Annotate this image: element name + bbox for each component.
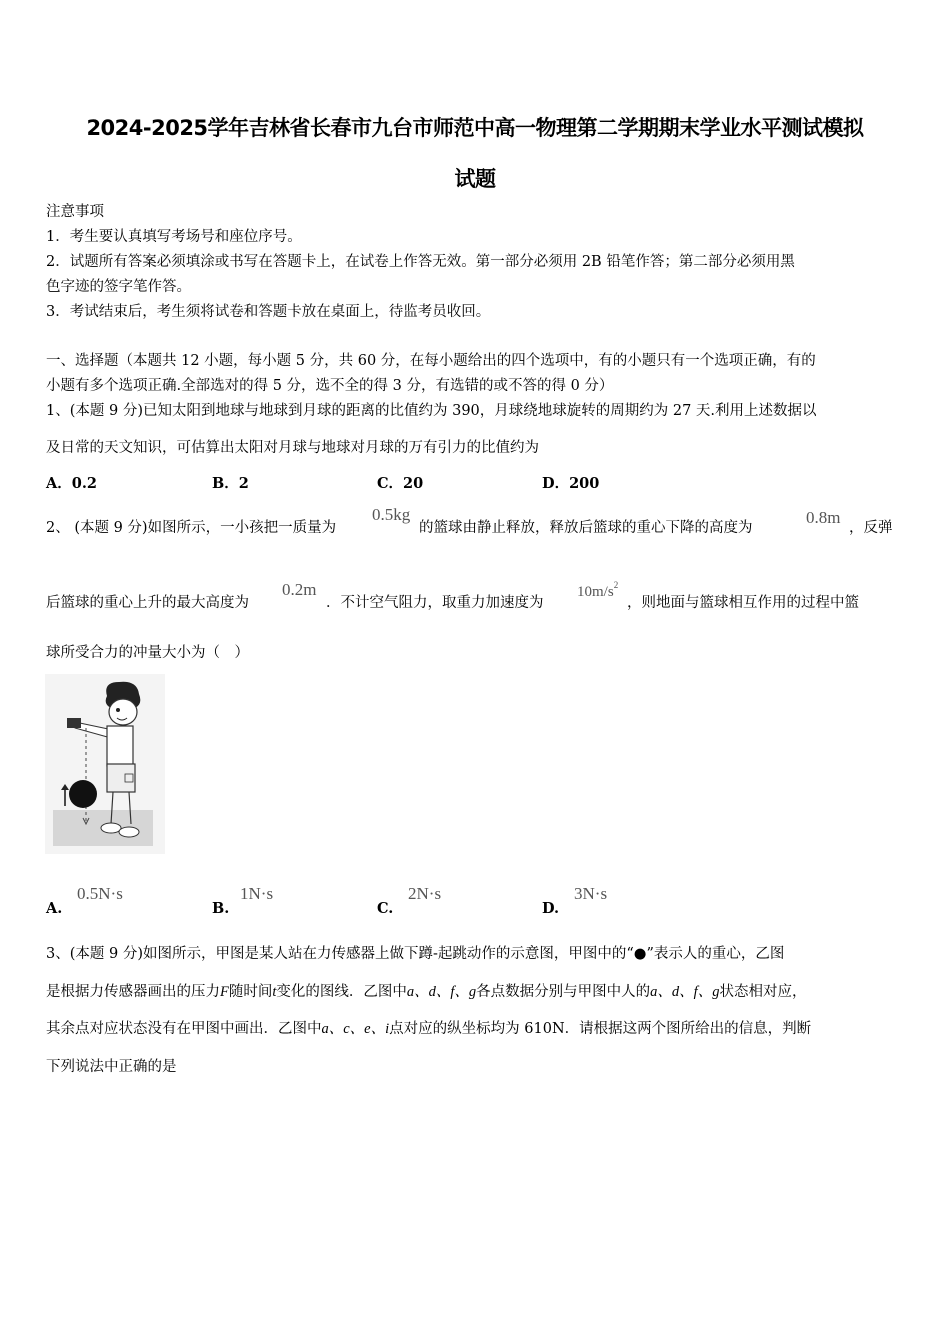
notice-item-2: 2．试题所有答案必须填涂或书写在答题卡上，在试卷上作答无效。第一部分必须用 2B 铅笔作答；第二部分必须用黑 [46, 254, 795, 270]
gravity-base: 10m/s [577, 584, 614, 600]
question-3-line3 [46, 1019, 811, 1039]
q2-rise-height: 0.2m [282, 580, 317, 599]
q2-option-c-value: 2N·s [408, 884, 442, 903]
notice-heading: 注意事项 [46, 204, 104, 220]
section-1-intro-cont: 小题有多个选项正确.全部选对的得 5 分，选不全的得 3 分，有选错的或不答的得 0 分） [46, 378, 614, 394]
q2-mass-value: 0.5kg [372, 505, 411, 524]
question-3-text: 3、(本题 9 分)如图所示，甲图是某人站在力传感器上做下蹲-起跳动作的示意图，甲图中的“●”表示人的重心，乙图 [46, 946, 785, 962]
question-1-text-cont: 及日常的天文知识，可估算出太阳对月球与地球对月球的万有引力的比值约为 [46, 440, 539, 456]
q2-option-d-letter: D. [542, 900, 560, 917]
q3-text-seg: 随时间 [228, 984, 273, 1000]
question-2-text-a: 2、 (本题 9 分)如图所示，一小孩把一质量为 [46, 520, 337, 536]
q1-option-b: B．2 [212, 475, 249, 492]
q2-option-b-value: 1N·s [240, 884, 274, 903]
q3-text-seg: 各点数据分别与甲图中人的 [476, 984, 651, 1000]
notice-item-1: 1．考生要认真填写考场号和座位序号。 [46, 229, 302, 245]
q3-points-3: a、c、e、i [321, 1021, 390, 1037]
q3-var-time: t [272, 984, 277, 1000]
q3-text-seg: 变化的图线．乙图中 [276, 984, 407, 1000]
child-basketball-figure [45, 674, 165, 854]
q1-option-d: D．200 [542, 475, 600, 492]
q2-option-b-letter: B. [212, 900, 230, 917]
section-1-intro: 一、选择题（本题共 12 小题，每小题 5 分，共 60 分，在每小题给出的四个选项中，有的小题只有一个选项正确，有的 [46, 353, 816, 369]
question-2-line2-b: ．不计空气阻力，取重力加速度为 [326, 595, 544, 611]
q2-gravity-value [577, 580, 618, 601]
q1-option-c: C．20 [377, 475, 424, 492]
question-2-text-c: ，反弹 [849, 520, 893, 536]
question-3-line4: 下列说法中正确的是 [46, 1059, 177, 1075]
question-3-line2 [46, 982, 806, 1002]
q2-option-a-value: 0.5N·s [77, 884, 123, 903]
question-2-line2-c: ，则地面与篮球相互作用的过程中篮 [627, 595, 859, 611]
q2-option-c-letter: C. [377, 900, 394, 917]
question-2-line2-a: 后篮球的重心上升的最大高度为 [46, 595, 249, 611]
q3-text-seg: 点对应的纵坐标均为 610N．请根据这两个图所给出的信息，判断 [389, 1021, 812, 1037]
q3-points-2: a、d、f、g [650, 984, 720, 1000]
document-title: 2024-2025学年吉林省长春市九台市师范中高一物理第二学期期末学业水平测试模拟 [86, 116, 864, 140]
question-1-text: 1、(本题 9 分)已知太阳到地球与地球到月球的距离的比值约为 390，月球绕地球旋转的周期约为 27 天.利用上述数据以 [46, 403, 817, 419]
q2-drop-height: 0.8m [806, 508, 841, 527]
document-title-continued: 试题 [454, 167, 496, 191]
q3-text-seg: 状态相对应， [719, 984, 807, 1000]
q3-text-seg: 其余点对应状态没有在甲图中画出．乙图中 [46, 1021, 322, 1037]
notice-item-2-cont: 色字迹的签字笔作答。 [46, 279, 191, 295]
q3-points-1: a、d、f、g [406, 984, 477, 1000]
q3-text-seg: 是根据力传感器画出的压力 [46, 984, 220, 1000]
notice-item-3: 3．考试结束后，考生须将试卷和答题卡放在桌面上，待监考员收回。 [46, 304, 491, 320]
question-2-text-b: 的篮球由静止释放，释放后篮球的重心下降的高度为 [419, 520, 753, 536]
gravity-exponent: 2 [613, 580, 619, 590]
q1-option-a: A．0.2 [46, 475, 97, 492]
question-2-line3: 球所受合力的冲量大小为（ ） [46, 645, 249, 661]
q2-option-a-letter: A. [46, 900, 63, 917]
q3-var-force: F [220, 984, 229, 1000]
q2-option-d-value: 3N·s [574, 884, 608, 903]
